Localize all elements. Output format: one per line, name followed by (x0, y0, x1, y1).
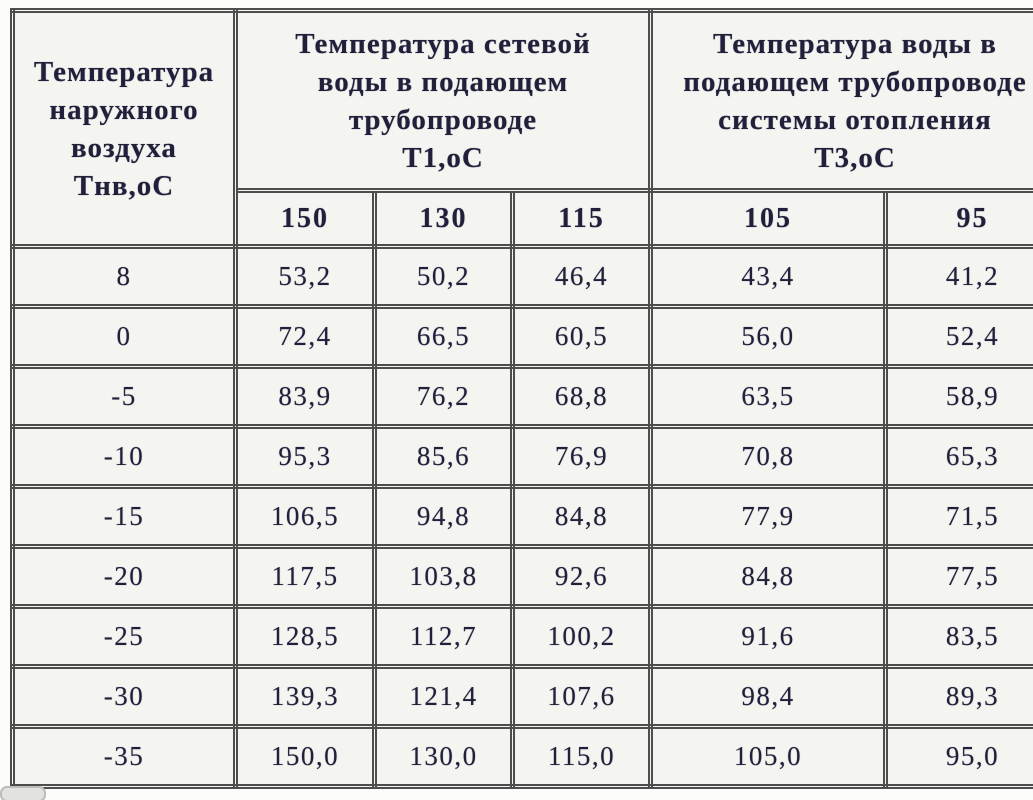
cell-value: 106,5 (236, 487, 375, 547)
cell-outdoor-temp: -20 (13, 547, 236, 607)
cell-value: 117,5 (236, 547, 375, 607)
cell-value: 60,5 (513, 307, 651, 367)
header-line: воздуха (71, 131, 177, 164)
subheader-130: 130 (375, 191, 513, 247)
cell-value: 112,7 (375, 607, 513, 667)
cell-value: 53,2 (236, 247, 375, 307)
table-row (13, 487, 1033, 547)
header-line: Температура (33, 55, 215, 88)
header-outdoor-air-temp (13, 11, 236, 247)
cell-value: 41,2 (886, 247, 1033, 307)
table-row (13, 307, 1033, 367)
cell-value: 76,2 (375, 367, 513, 427)
cell-value: 105,0 (651, 727, 886, 787)
header-network-water-temp (236, 11, 651, 191)
temperature-schedule-table (10, 8, 1033, 789)
cell-value: 77,9 (651, 487, 886, 547)
header-line: трубопроводе (348, 103, 538, 136)
cell-outdoor-temp: 0 (13, 307, 236, 367)
cell-value: 83,9 (236, 367, 375, 427)
header-heating-supply-temp (651, 11, 1033, 191)
cell-outdoor-temp: -25 (13, 607, 236, 667)
page-corner-artifact (0, 786, 46, 800)
cell-value: 95,3 (236, 427, 375, 487)
cell-value: 52,4 (886, 307, 1033, 367)
header-line: Т3,оС (814, 141, 896, 174)
table-row (13, 547, 1033, 607)
header-line: Температура воды в (713, 27, 997, 60)
cell-value: 50,2 (375, 247, 513, 307)
cell-value: 66,5 (375, 307, 513, 367)
cell-value: 92,6 (513, 547, 651, 607)
header-line: воды в подающем (317, 65, 569, 98)
cell-value: 43,4 (651, 247, 886, 307)
header-line: Температура сетевой (295, 27, 591, 60)
table-row (13, 367, 1033, 427)
cell-value: 98,4 (651, 667, 886, 727)
subheader-150: 150 (236, 191, 375, 247)
cell-outdoor-temp: -30 (13, 667, 236, 727)
header-line: Т1,оС (402, 141, 484, 174)
cell-value: 95,0 (886, 727, 1033, 787)
cell-value: 130,0 (375, 727, 513, 787)
cell-value: 150,0 (236, 727, 375, 787)
cell-value: 76,9 (513, 427, 651, 487)
cell-outdoor-temp: -15 (13, 487, 236, 547)
cell-value: 91,6 (651, 607, 886, 667)
cell-value: 68,8 (513, 367, 651, 427)
cell-value: 94,8 (375, 487, 513, 547)
cell-value: 63,5 (651, 367, 886, 427)
table-row (13, 427, 1033, 487)
cell-value: 83,5 (886, 607, 1033, 667)
subheader-95: 95 (886, 191, 1033, 247)
cell-outdoor-temp: -35 (13, 727, 236, 787)
table-row (13, 727, 1033, 787)
cell-value: 107,6 (513, 667, 651, 727)
subheader-115: 115 (513, 191, 651, 247)
cell-value: 100,2 (513, 607, 651, 667)
cell-outdoor-temp: -5 (13, 367, 236, 427)
cell-value: 84,8 (651, 547, 886, 607)
cell-value: 56,0 (651, 307, 886, 367)
subheader-105: 105 (651, 191, 886, 247)
header-line: Тнв,оС (73, 169, 175, 202)
cell-value: 46,4 (513, 247, 651, 307)
cell-value: 103,8 (375, 547, 513, 607)
table-body (13, 247, 1033, 787)
cell-value: 65,3 (886, 427, 1033, 487)
cell-value: 139,3 (236, 667, 375, 727)
cell-value: 77,5 (886, 547, 1033, 607)
cell-value: 70,8 (651, 427, 886, 487)
table-row (13, 607, 1033, 667)
cell-value: 128,5 (236, 607, 375, 667)
header-row-main (13, 11, 1033, 191)
table-row (13, 667, 1033, 727)
cell-value: 85,6 (375, 427, 513, 487)
cell-value: 121,4 (375, 667, 513, 727)
cell-outdoor-temp: 8 (13, 247, 236, 307)
cell-value: 84,8 (513, 487, 651, 547)
table-row (13, 247, 1033, 307)
cell-value: 58,9 (886, 367, 1033, 427)
cell-value: 71,5 (886, 487, 1033, 547)
header-line: системы отопления (718, 103, 992, 136)
cell-value: 89,3 (886, 667, 1033, 727)
cell-outdoor-temp: -10 (13, 427, 236, 487)
header-line: подающем трубопроводе (683, 65, 1027, 98)
header-line: наружного (49, 93, 199, 126)
cell-value: 72,4 (236, 307, 375, 367)
cell-value: 115,0 (513, 727, 651, 787)
